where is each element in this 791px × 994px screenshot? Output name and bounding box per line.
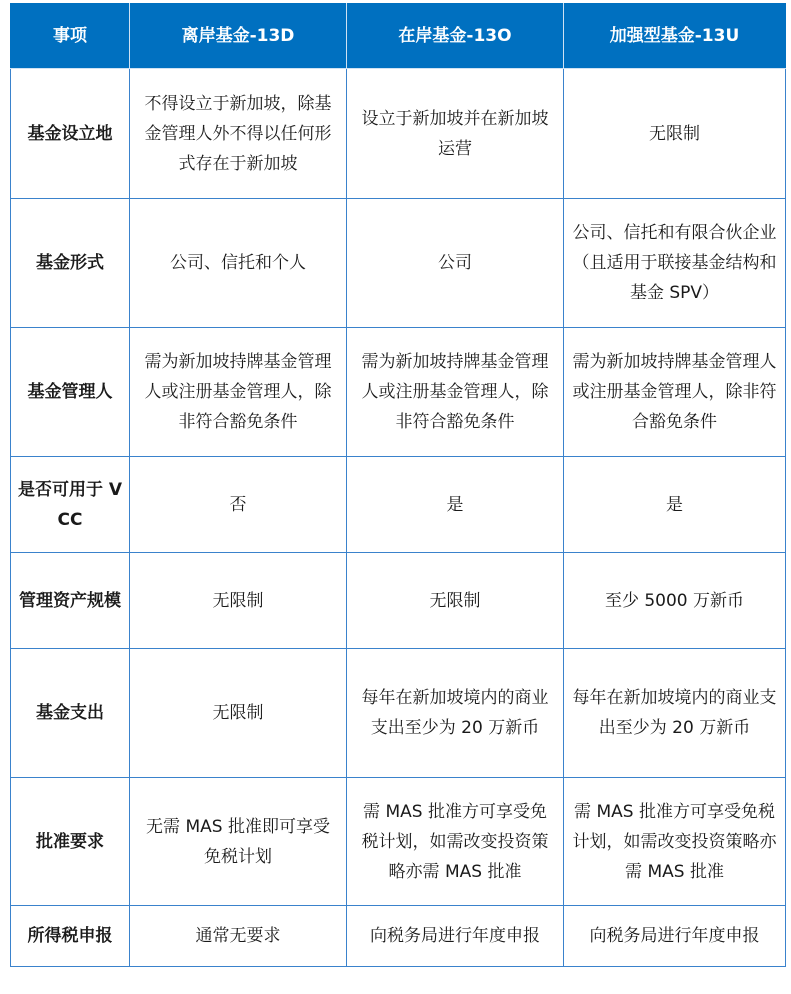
- cell-13o: 无限制: [347, 553, 564, 649]
- table-body: [11, 69, 786, 967]
- table-row-income-tax-filing: [11, 906, 786, 967]
- cell-13o: 设立于新加坡并在新加坡运营: [347, 69, 564, 199]
- table-row-aum: [11, 553, 786, 649]
- row-label: 基金支出: [11, 649, 130, 778]
- cell-13d: 无限制: [130, 649, 347, 778]
- header-row: [11, 4, 786, 69]
- table-row-fund-form: [11, 199, 786, 328]
- row-label: 基金形式: [11, 199, 130, 328]
- cell-13o: 需为新加坡持牌基金管理人或注册基金管理人，除非符合豁免条件: [347, 328, 564, 457]
- cell-13o: 公司: [347, 199, 564, 328]
- table-row-fund-manager: [11, 328, 786, 457]
- row-label: 管理资产规模: [11, 553, 130, 649]
- row-label: 基金管理人: [11, 328, 130, 457]
- cell-13d: 无限制: [130, 553, 347, 649]
- table-row-fund-domicile: [11, 69, 786, 199]
- header-offshore-fund-13d: 离岸基金-13D: [130, 4, 347, 69]
- cell-13u: 是: [564, 457, 786, 553]
- cell-13d: 不得设立于新加坡，除基金管理人外不得以任何形式存在于新加坡: [130, 69, 347, 199]
- cell-13o: 是: [347, 457, 564, 553]
- table-row-fund-expenditure: [11, 649, 786, 778]
- header-onshore-fund-13o: 在岸基金-13O: [347, 4, 564, 69]
- row-label: 基金设立地: [11, 69, 130, 199]
- cell-13o: 向税务局进行年度申报: [347, 906, 564, 967]
- cell-13u: 公司、信托和有限合伙企业（且适用于联接基金结构和基金 SPV）: [564, 199, 786, 328]
- cell-13d: 否: [130, 457, 347, 553]
- cell-13d: 需为新加坡持牌基金管理人或注册基金管理人，除非符合豁免条件: [130, 328, 347, 457]
- table-row-vcc-eligible: [11, 457, 786, 553]
- cell-13o: 每年在新加坡境内的商业支出至少为 20 万新币: [347, 649, 564, 778]
- cell-13d: 无需 MAS 批准即可享受免税计划: [130, 778, 347, 906]
- row-label: 是否可用于 VCC: [11, 457, 130, 553]
- cell-13o: 需 MAS 批准方可享受免税计划，如需改变投资策略亦需 MAS 批准: [347, 778, 564, 906]
- row-label: 批准要求: [11, 778, 130, 906]
- cell-13u: 向税务局进行年度申报: [564, 906, 786, 967]
- fund-comparison-table: [10, 3, 786, 967]
- row-label: 所得税申报: [11, 906, 130, 967]
- cell-13u: 至少 5000 万新币: [564, 553, 786, 649]
- cell-13u: 需为新加坡持牌基金管理人或注册基金管理人，除非符合豁免条件: [564, 328, 786, 457]
- cell-13u: 需 MAS 批准方可享受免税计划，如需改变投资策略亦需 MAS 批准: [564, 778, 786, 906]
- cell-13u: 无限制: [564, 69, 786, 199]
- cell-13d: 通常无要求: [130, 906, 347, 967]
- header-item: 事项: [11, 4, 130, 69]
- table-row-approval-requirement: [11, 778, 786, 906]
- cell-13d: 公司、信托和个人: [130, 199, 347, 328]
- table-header: [11, 4, 786, 69]
- cell-13u: 每年在新加坡境内的商业支出至少为 20 万新币: [564, 649, 786, 778]
- header-enhanced-fund-13u: 加强型基金-13U: [564, 4, 786, 69]
